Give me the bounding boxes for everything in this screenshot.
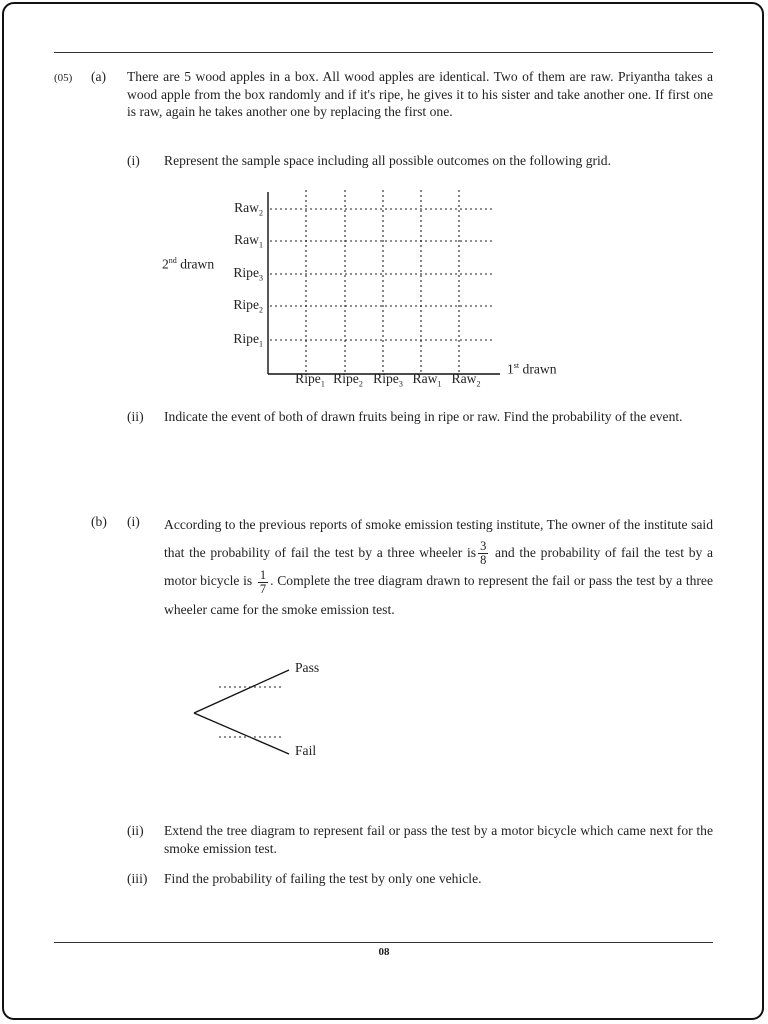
a-i-label: (i) [127, 153, 140, 168]
y-tick-label: Ripe$_1$ [233, 331, 263, 349]
b-i-label: (i) [127, 514, 140, 529]
part-a-intro: There are 5 wood apples in a box. All wood apples are identical. Two of them are raw. Priyantha takes a wood apple from the box randomly and if it's ripe, he gives it to his sister and take another one. If first one is raw, again he takes another one by replacing the first one. [127, 69, 713, 119]
x-tick-label: Ripe$_1$ [295, 371, 325, 389]
b-i-text: According to the previous reports of smoke emission testing institute, The owner of the institute said that the probability of fail the test by a three wheeler is $\frac{3}{8}$ and the probability of fail the test by a motor bicycle is $\frac{1}{7}$ . Complete the tree diagram drawn to represent the fail or pass the test by a three wheeler came for the smoke emission test. [164, 517, 714, 617]
tree-pass-label: Pass [295, 660, 320, 675]
a-i-text: Represent the sample space including all possible outcomes on the following grid. [164, 153, 611, 168]
page-number: 08 [378, 946, 390, 958]
part-a-label: (a) [91, 69, 107, 84]
y-tick-label: Ripe$_2$ [233, 297, 263, 315]
b-iii-text: Find the probability of failing the test by only one vehicle. [164, 871, 482, 886]
x-tick-label: Ripe$_3$ [373, 371, 403, 389]
y-tick-label: Ripe$_3$ [233, 265, 263, 283]
fraction-motor-bicycle: $\frac{1}{7}$ [259, 567, 267, 596]
b-ii-text: Extend the tree diagram to represent fail or pass the test by a motor bicycle which came next for the smoke emission test. [164, 823, 713, 856]
y-axis-title: 2nd drawn [162, 256, 215, 272]
fraction-three-wheeler: $\frac{3}{8}$ [480, 539, 487, 568]
tree-fail-label: Fail [295, 743, 317, 758]
x-tick-label: Ripe$_2$ [333, 371, 363, 389]
b-ii-label: (ii) [127, 823, 144, 838]
x-tick-label: Raw$_1$ [412, 371, 442, 389]
y-tick-label: Raw$_1$ [234, 232, 263, 250]
question-number: (05) [54, 72, 73, 84]
x-axis-title: 1st drawn [507, 361, 557, 377]
part-b-label: (b) [91, 514, 107, 529]
x-tick-label: Raw$_2$ [451, 371, 481, 389]
pass-branch [194, 670, 289, 713]
y-tick-label: Raw$_2$ [234, 200, 263, 218]
fail-branch [194, 713, 289, 754]
a-ii-text: Indicate the event of both of drawn fruits being in ripe or raw. Find the probability of the event. [164, 409, 683, 424]
b-iii-label: (iii) [127, 871, 148, 886]
a-ii-label: (ii) [127, 409, 144, 424]
